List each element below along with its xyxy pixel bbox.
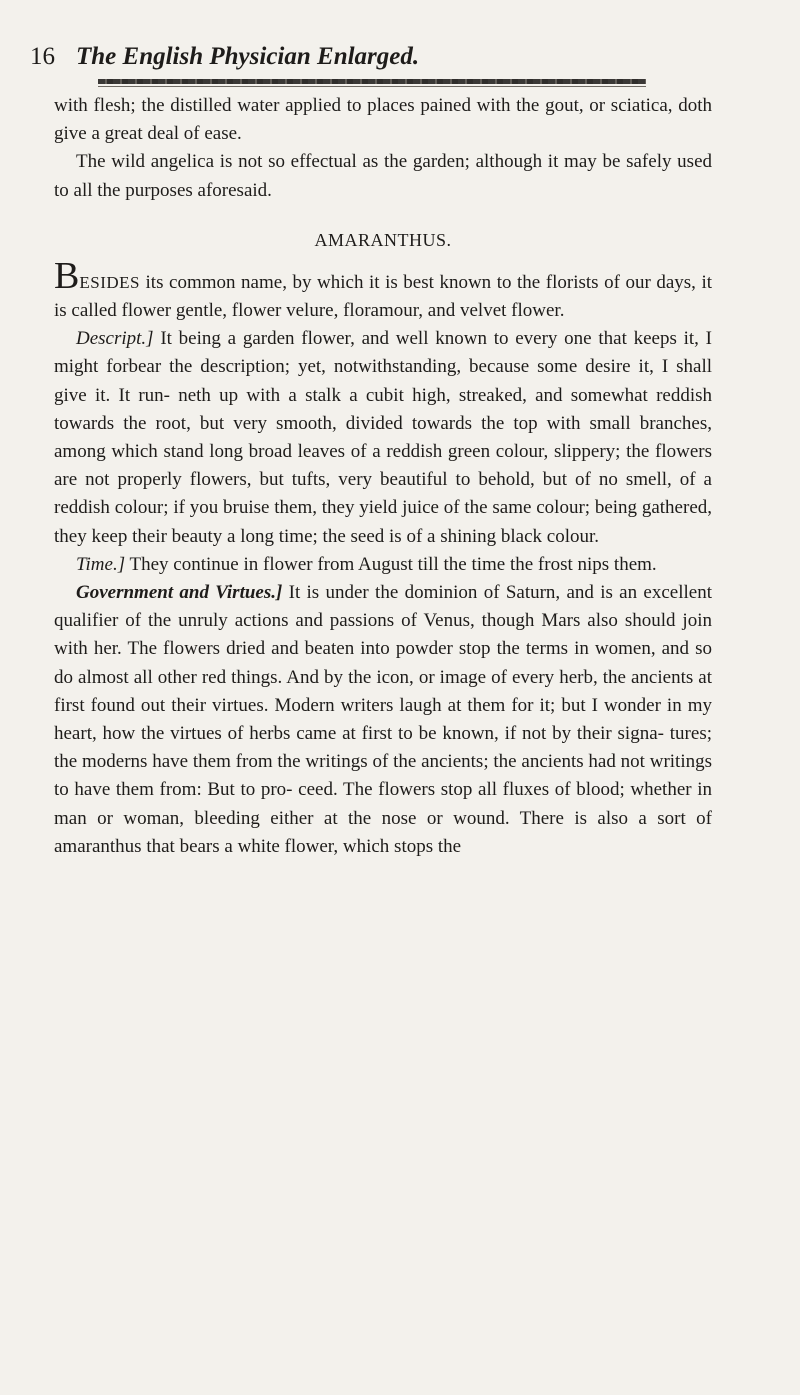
header-rule-underline [98,86,646,87]
main-text [54,92,712,861]
time-paragraph [54,551,712,579]
description-text: It being a garden flower, and well known to every one that keeps it, I might forbear the description; yet, notwithstanding, because some desire it, I shall give it. It run- neth up with a stalk a cubit high, streaked, and somewhat reddish towards the root, but very smooth, divided towards the top with small branches, among which stand long broad leaves of a reddish green colour, slippery; the flowers are not properly flowers, but tufts, very beautiful to behold, but of no smell, of a reddish colour; if you bruise them, they yield juice of the same colour; being gathered, they keep their beauty a long time; the seed is of a shining black colour. [54,328,712,547]
wild-angelica-paragraph: The wild angelica is not so effectual as the garden; although it may be safely used to all the purposes aforesaid. [54,151,712,201]
continued-paragraph: with flesh; the distilled water applied to places pained with the gout, or sciatica, doth give a great deal of ease. [54,95,712,145]
section-title: AMARANTHUS. [314,229,452,250]
small-caps-opening: ESIDES [79,272,140,292]
running-header [30,42,650,72]
description-label: Descript.] [76,328,154,350]
book-title: The English Physician Enlarged. [76,43,420,70]
time-label: Time.] [76,553,126,575]
government-virtues-text: It is under the dominion of Saturn, and is an excellent qualifier of the unruly actions and passions of Venus, though Mars also should join with her. The flowers dried and beaten into powder stop the terms in women, and so do almost all other red things. And by the icon, or image of every herb, the ancients at first found out their virtues. Modern writers laugh at them for it; but I wonder in my heart, how the virtues of herbs came at first to be known, if not by their signa- tures; the moderns have them from the writings of the ancients; the ancients had not writings to have them from: But to pro- ceed. The flowers stop all fluxes of blood; whether in man or woman, bleeding either at the nose or wound. There is also a sort of amaranthus that bears a white flower, which stops the [54,582,712,857]
header-rule [98,79,646,84]
drop-cap: B [54,254,80,297]
government-virtues-label: Government and Virtues.] [76,582,283,604]
page-number: 16 [30,43,55,70]
amaranthus-intro-paragraph [54,254,712,325]
time-text: They continue in flower from August till the time the frost nips them. [125,553,657,575]
description-paragraph [54,325,712,551]
government-virtues-paragraph [54,579,712,861]
intro-text: its common name, by which it is best known to the florists of our days, it is called flower gentle, flower velure, floramour, and velvet flower. [54,271,712,322]
